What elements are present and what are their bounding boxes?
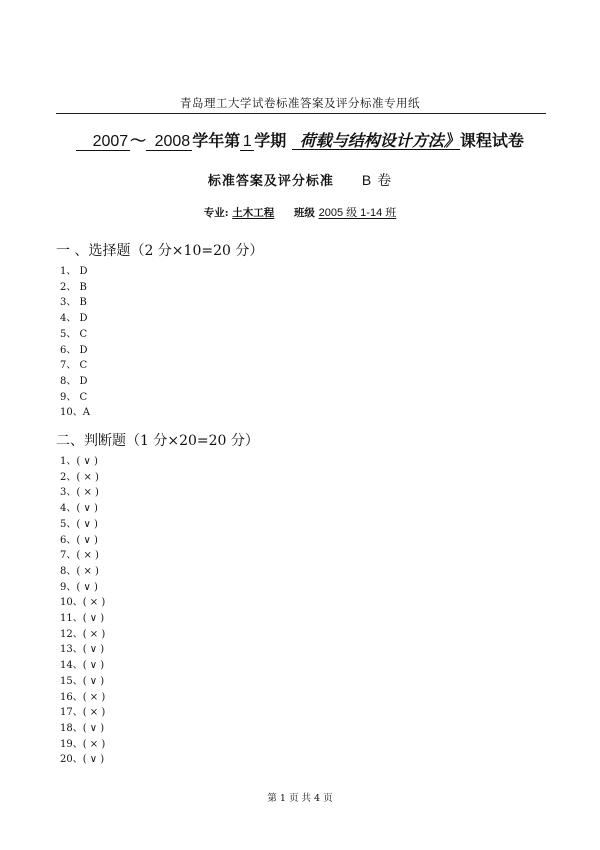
year-term-text: 学年第 bbox=[192, 131, 241, 150]
answer-item: 11、( ∨ ) bbox=[60, 613, 105, 625]
term-text: 学期 bbox=[254, 131, 287, 150]
exam-text: 课程试卷 bbox=[459, 131, 524, 150]
year-start: 2007 bbox=[76, 133, 130, 151]
course-name: 荷载与结构设计方法》 bbox=[292, 132, 460, 150]
term-number: 1 bbox=[240, 133, 254, 151]
class-label: 班级 bbox=[293, 207, 315, 219]
major-value: 土木工程 bbox=[232, 207, 275, 219]
answer-item: 2、( × ) bbox=[60, 471, 99, 483]
answer-item: 3、( × ) bbox=[60, 487, 99, 499]
answer-item: 7、 C bbox=[60, 360, 88, 372]
answer-item: 9、( ∨ ) bbox=[60, 581, 98, 593]
answer-item: 5、( ∨ ) bbox=[60, 518, 98, 530]
answer-item: 8、( × ) bbox=[60, 565, 99, 577]
multiple-choice-answers bbox=[60, 264, 90, 421]
exam-title bbox=[0, 128, 600, 151]
major-label: 专业: bbox=[203, 207, 229, 219]
answer-item: 3、 B bbox=[60, 297, 87, 309]
subtitle-text: 标准答案及评分标准 bbox=[207, 174, 334, 189]
true-false-answers bbox=[60, 454, 105, 768]
answer-item: 18、( ∨ ) bbox=[60, 722, 105, 734]
answer-item: 15、( ∨ ) bbox=[60, 675, 105, 687]
class-value: 2005 级 1-14 班 bbox=[318, 207, 397, 219]
year-end: 2008 bbox=[146, 133, 192, 151]
answer-item: 2、 B bbox=[60, 281, 87, 293]
answer-item: 13、( ∨ ) bbox=[60, 644, 105, 656]
answer-item: 8、 D bbox=[60, 375, 88, 387]
answer-item: 4、 D bbox=[60, 313, 88, 325]
section-multiple-choice-heading: 一 、选择题（2 分×10=20 分） bbox=[56, 243, 264, 259]
answer-item: 6、( ∨ ) bbox=[60, 534, 98, 546]
answer-item: 1、( ∨ ) bbox=[60, 456, 98, 467]
class-info bbox=[0, 204, 600, 220]
answer-item: 12、( × ) bbox=[60, 628, 106, 640]
answer-item: 10、A bbox=[60, 407, 90, 419]
answer-item: 6、 D bbox=[60, 344, 88, 356]
paper-version: B 卷 bbox=[361, 172, 393, 188]
answer-item: 17、( × ) bbox=[60, 707, 106, 719]
answer-item: 9、 C bbox=[60, 391, 88, 403]
answer-item: 14、( ∨ ) bbox=[60, 660, 105, 672]
header-rule bbox=[56, 113, 546, 114]
page-header: 青岛理工大学试卷标准答案及评分标准专用纸 bbox=[180, 96, 420, 110]
answer-item: 10、( × ) bbox=[60, 597, 106, 609]
answer-item: 4、( ∨ ) bbox=[60, 503, 98, 515]
answer-item: 16、( × ) bbox=[60, 691, 106, 703]
answer-key-subtitle bbox=[0, 170, 600, 190]
answer-item: 1、 D bbox=[60, 266, 88, 277]
section-true-false-heading: 二、判断题（1 分×20=20 分） bbox=[56, 433, 259, 449]
answer-item: 19、( × ) bbox=[60, 738, 106, 750]
answer-item: 20、( ∨ ) bbox=[60, 754, 105, 766]
answer-item: 7、( × ) bbox=[60, 550, 99, 562]
page-number: 第 1 页 共 4 页 bbox=[267, 793, 333, 804]
answer-item: 5、 C bbox=[60, 328, 88, 340]
year-separator: ～ bbox=[130, 131, 147, 150]
